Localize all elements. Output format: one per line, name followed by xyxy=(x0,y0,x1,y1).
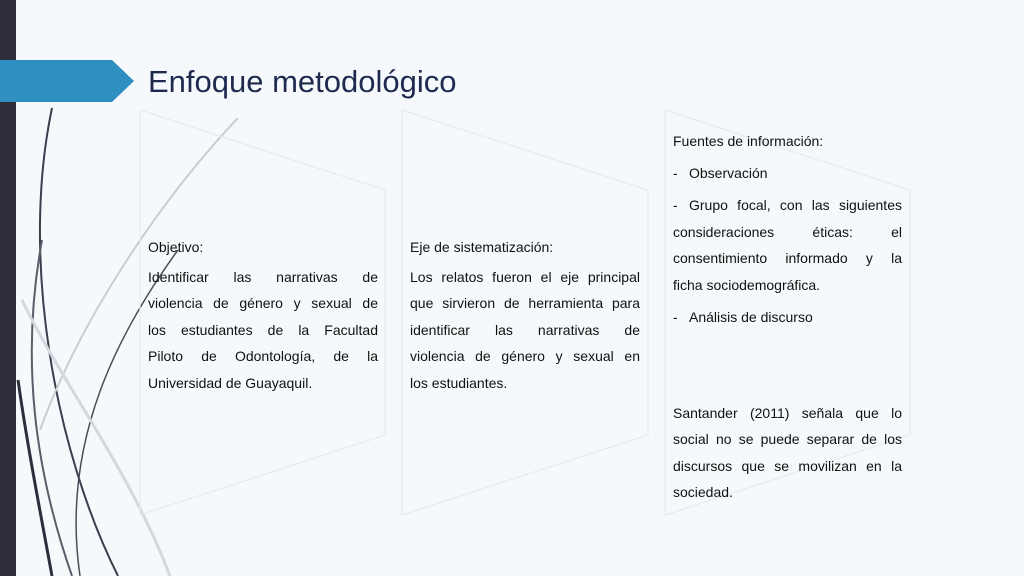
quote-line: social no se puede separar de los xyxy=(673,431,902,447)
grupo-focal-line: ficha sociodemográfica. xyxy=(673,276,821,293)
objetivo-line: violencia de género y sexual de xyxy=(148,295,378,311)
title-accent-arrow xyxy=(0,60,134,102)
objetivo-line: Identificar las narrativas de xyxy=(148,268,378,285)
grupo-focal-line: consentimiento informado y la xyxy=(673,250,902,266)
page-title: Enfoque metodológico xyxy=(148,64,457,99)
bullet-dash: - xyxy=(673,164,678,181)
objetivo-label: Objetivo: xyxy=(148,239,204,255)
fuentes-panel xyxy=(673,128,902,506)
grupo-focal-line xyxy=(673,192,902,219)
objetivo-line: Piloto de Odontología, de la xyxy=(148,348,378,364)
objetivo-line: Universidad de Guayaquil. xyxy=(148,374,313,391)
bullet-dash: - xyxy=(673,197,678,213)
fuentes-item-grupo-focal xyxy=(673,192,902,298)
grupo-focal-line: consideraciones éticas: el xyxy=(673,223,902,240)
santander-quote xyxy=(673,400,902,506)
quote-line: sociedad. xyxy=(673,484,733,500)
eje-label: Eje de sistematización: xyxy=(410,239,554,255)
objetivo-line: los estudiantes de la Facultad xyxy=(148,321,378,338)
eje-line: Los relatos fueron el eje principal xyxy=(410,268,640,285)
eje-line: los estudiantes. xyxy=(410,374,508,391)
fuentes-item-text: Análisis de discurso xyxy=(689,309,813,325)
grupo-focal-text: Grupo focal, con las siguientes xyxy=(689,197,902,213)
fuentes-label: Fuentes de información: xyxy=(673,133,824,149)
eje-line: violencia de género y sexual en xyxy=(410,348,640,364)
fuentes-item-observacion xyxy=(673,160,902,187)
eje-line: identificar las narrativas de xyxy=(410,321,640,338)
quote-line: Santander (2011) señala que lo xyxy=(673,404,902,421)
bullet-dash: - xyxy=(673,309,678,325)
eje-line: que sirvieron de herramienta para xyxy=(410,295,640,311)
objetivo-panel xyxy=(148,234,378,396)
fuentes-item-text: Observación xyxy=(689,164,768,181)
eje-panel xyxy=(410,234,640,396)
quote-line: discursos que se movilizan en la xyxy=(673,457,902,474)
fuentes-item-analisis xyxy=(673,304,902,331)
